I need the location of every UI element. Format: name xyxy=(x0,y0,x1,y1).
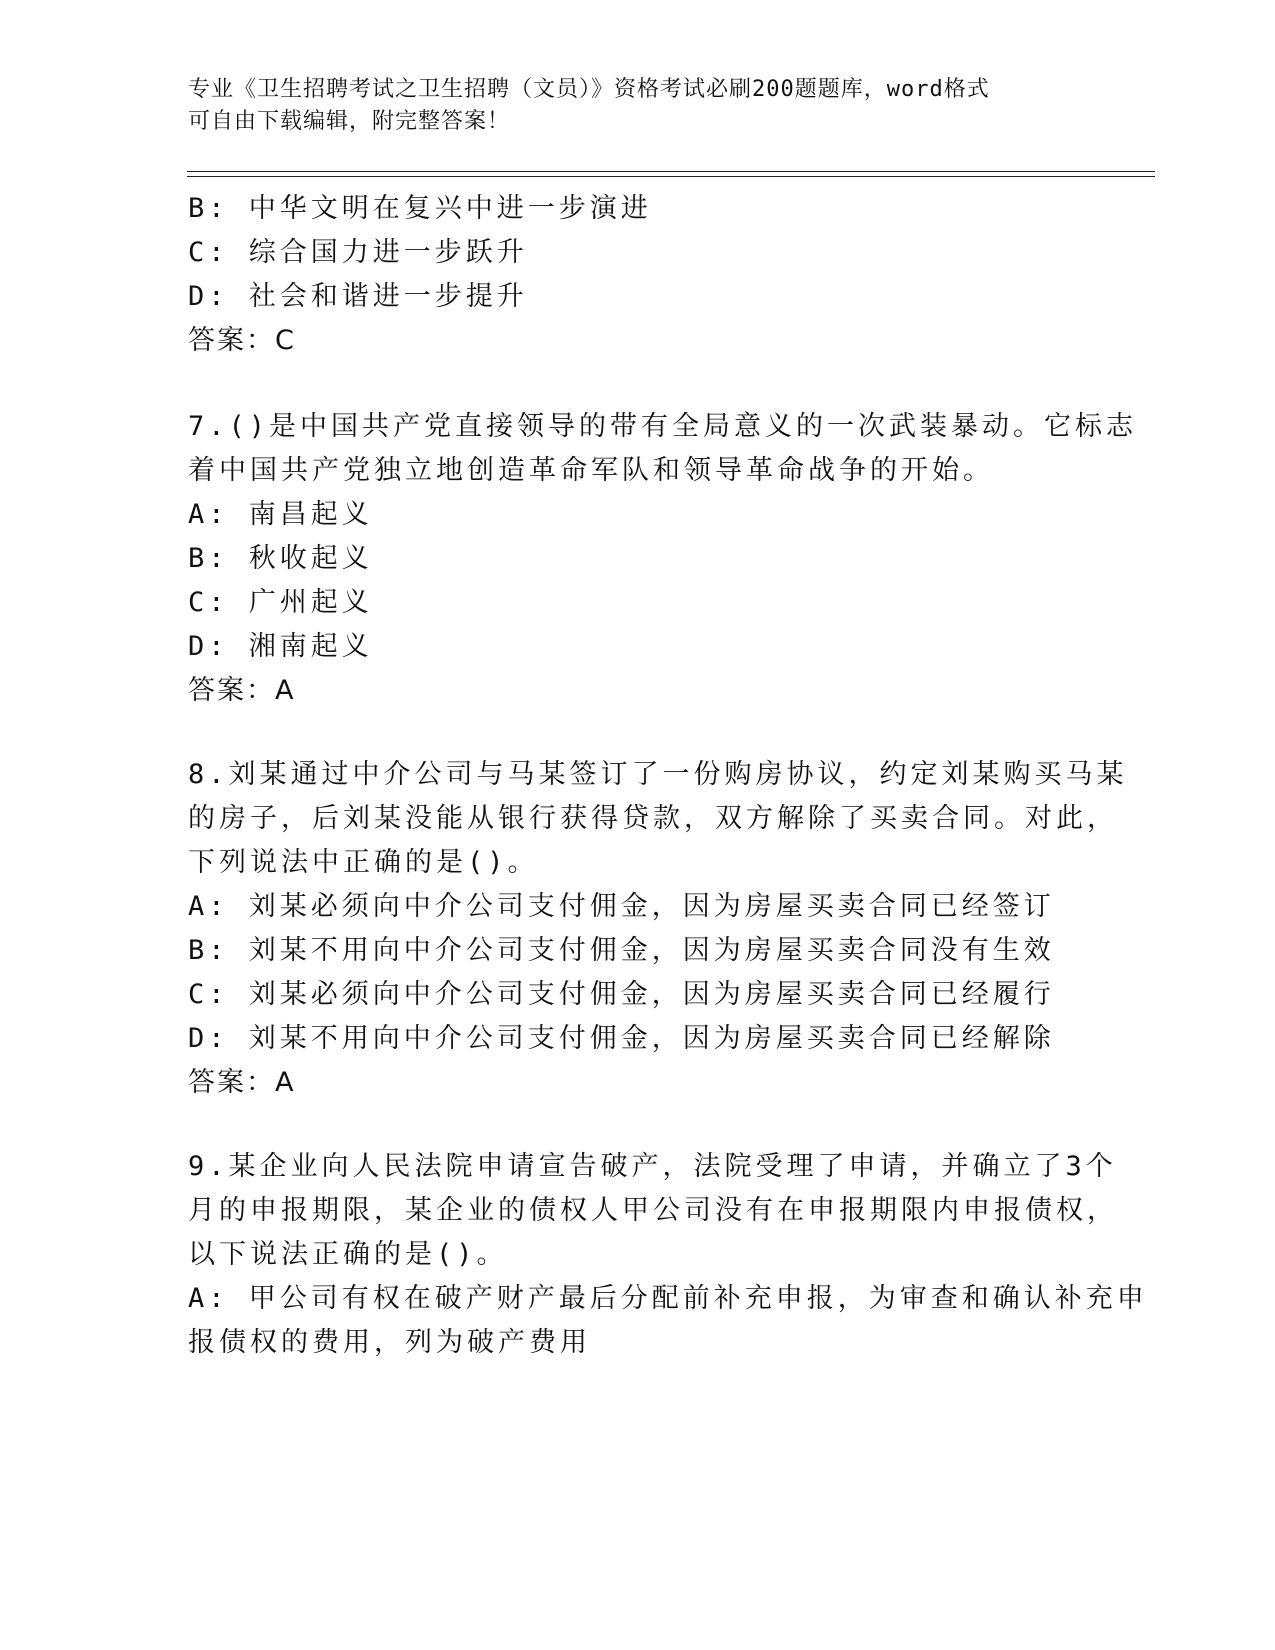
option-a: A: 南昌起义 xyxy=(188,499,373,530)
header-title-line-1: 专业《卫生招聘考试之卫生招聘（文员）》资格考试必刷200题题库，word格式 xyxy=(188,77,990,102)
option-b: B: 刘某不用向中介公司支付佣金，因为房屋买卖合同没有生效 xyxy=(188,935,1055,966)
header-rule-top xyxy=(187,171,1155,172)
question-text-line-2: 的房子，后刘某没能从银行获得贷款，双方解除了买卖合同。对此， xyxy=(188,803,1118,834)
question-text-line-1: 8.刘某通过中介公司与马某签订了一份购房协议，约定刘某购买马某 xyxy=(188,759,1128,790)
option-a: A: 刘某必须向中介公司支付佣金，因为房屋买卖合同已经签订 xyxy=(188,891,1055,922)
question-text-line-3: 以下说法正确的是()。 xyxy=(188,1239,508,1270)
option-b: B: 秋收起义 xyxy=(188,543,373,574)
option-a-line-1: A: 甲公司有权在破产财产最后分配前补充申报，为审查和确认补充申 xyxy=(188,1283,1148,1314)
option-d: D: 湘南起义 xyxy=(188,631,373,662)
question-text-line-1: 7.()是中国共产党直接领导的带有全局意义的一次武装暴动。它标志 xyxy=(188,411,1138,442)
question-text-line-2: 着中国共产党独立地创造革命军队和领导革命战争的开始。 xyxy=(188,455,994,486)
option-a-line-2: 报债权的费用，列为破产费用 xyxy=(188,1327,591,1358)
option-c: C: 综合国力进一步跃升 xyxy=(188,237,528,268)
option-d: D: 刘某不用向中介公司支付佣金，因为房屋买卖合同已经解除 xyxy=(188,1023,1055,1054)
option-d: D: 社会和谐进一步提升 xyxy=(188,281,528,312)
question-text-line-1: 9.某企业向人民法院申请宣告破产，法院受理了申请，并确立了3个 xyxy=(188,1151,1117,1182)
option-c: C: 广州起义 xyxy=(188,587,373,618)
option-c: C: 刘某必须向中介公司支付佣金，因为房屋买卖合同已经履行 xyxy=(188,979,1055,1010)
answer: 答案：A xyxy=(188,1067,296,1098)
question-text-line-3: 下列说法中正确的是()。 xyxy=(188,847,539,878)
question-text-line-2: 月的申报期限，某企业的债权人甲公司没有在申报期限内申报债权， xyxy=(188,1195,1118,1226)
header-title-line-2: 可自由下载编辑，附完整答案！ xyxy=(188,109,511,134)
answer: 答案：A xyxy=(188,675,296,706)
answer: 答案：C xyxy=(188,325,296,356)
option-b: B: 中华文明在复兴中进一步演进 xyxy=(188,193,652,224)
header-rule-bottom xyxy=(187,176,1155,177)
